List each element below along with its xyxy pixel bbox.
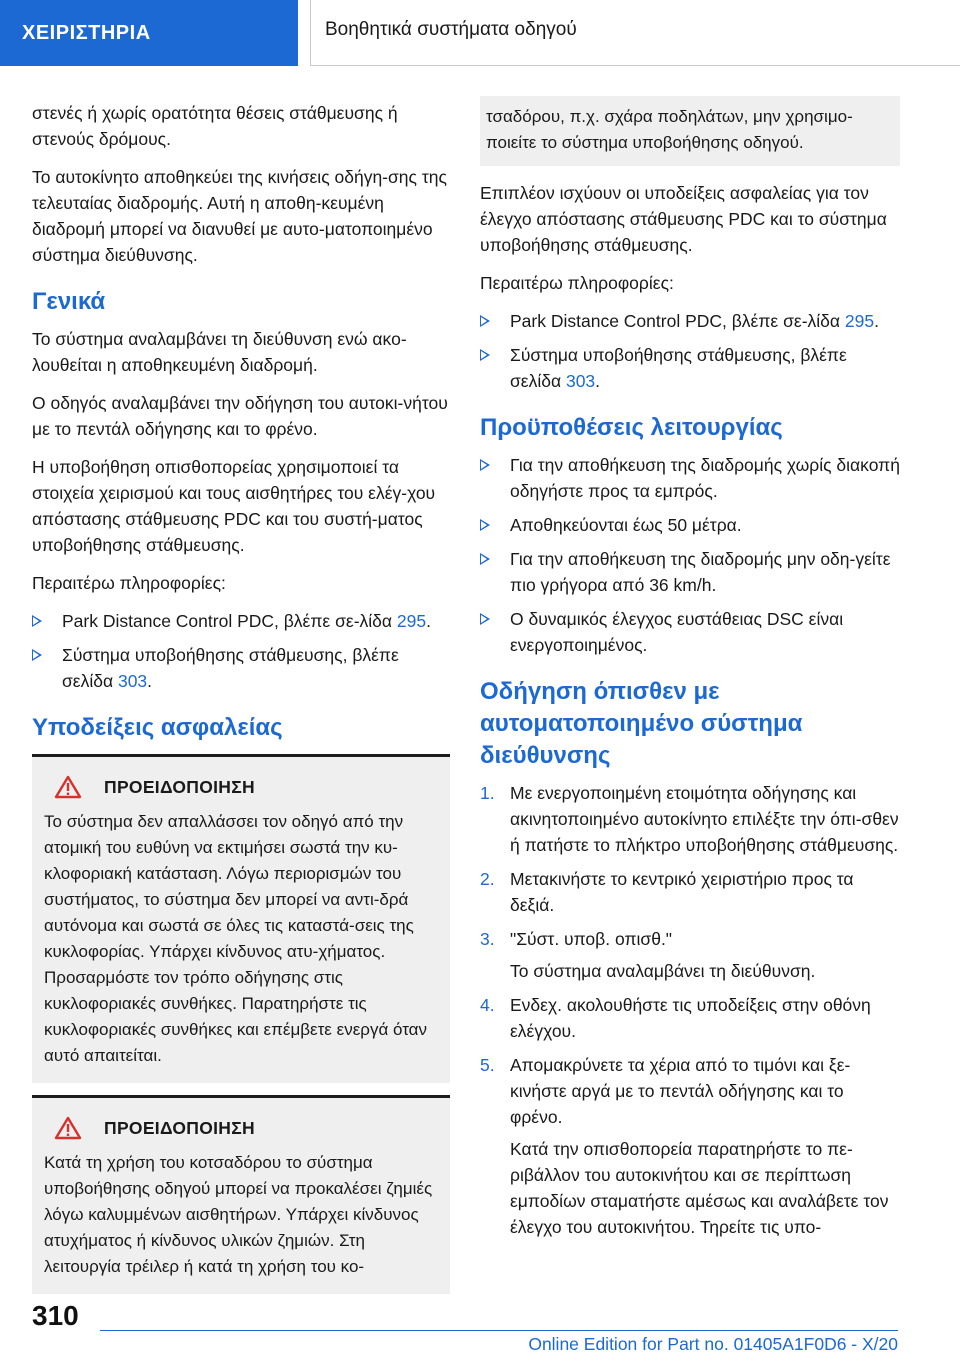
step-text: Απομακρύνετε τα χέρια από το τιμόνι και ξε-κινήστε αργά με το πεντάλ οδήγησης και το φρένο.: [510, 1055, 851, 1127]
list-item: [480, 512, 900, 538]
step-item: [480, 926, 900, 984]
paragraph: Η υποβοήθηση οπισθοπορείας χρησιμοποιεί τα στοιχεία χειρισμού και τους αισθητήρες του ελέγ-χου απόστασης στάθμευσης PDC και του συστή-ματος υποβοήθησης στάθμευσης.: [32, 457, 436, 555]
list-item: Σύστημα υποβοήθησης στάθμευσης, βλέπε σελίδα 303.: [480, 342, 900, 394]
page-link[interactable]: 303: [565, 371, 596, 391]
list-item: Park Distance Control PDC, βλέπε σε-λίδα 295.: [32, 608, 450, 634]
step-number: 1.: [480, 783, 495, 803]
list-item-text: Ο δυναμικός έλεγχος ευστάθειας DSC είναι ενεργοποιημένος.: [510, 609, 844, 655]
step-number: 5.: [480, 1055, 495, 1075]
step-text: Με ενεργοποιημένη ετοιμότητα οδήγησης και ακινητοποιημένο αυτοκίνητο επιλέξτε την όπι-σθεν ή πατήστε το πλήκτρο υποβοήθησης στάθμευσης.: [510, 783, 899, 855]
footer-divider: [100, 1330, 898, 1331]
right-column: [480, 100, 900, 1250]
paragraph: Περαιτέρω πληροφορίες:: [32, 573, 226, 593]
step-text: Μετακινήστε το κεντρικό χειριστήριο προς τα δεξιά.: [510, 869, 854, 915]
page-footer: [0, 1290, 960, 1362]
warning-text: Κατά τη χρήση του κοτσαδόρου το σύστημα υποβοήθησης οδηγού μπορεί να προκαλέσει ζημιές λόγω καλυμμένων αισθητήρων. Υπάρχει κίνδυνος ατυχήματος ή κίνδυνος υλικών ζημιών. Στη λειτουργία τρέιλερ ή κατά τη χρήση του κο-: [44, 1153, 433, 1276]
left-column: [32, 100, 450, 1306]
paragraph: Το σύστημα αναλαμβάνει τη διεύθυνση ενώ ακο-λουθείται η αποθηκευμένη διαδρομή.: [32, 329, 407, 375]
heading-general: Γενικά: [32, 288, 106, 315]
list-item-text: Για την αποθήκευση της διαδρομής μην οδη-γείτε πιο γρήγορα από 36 km/h.: [510, 549, 891, 595]
triangle-bullet-icon: [480, 613, 490, 625]
step-subtext: Το σύστημα αναλαμβάνει τη διεύθυνση.: [510, 961, 816, 981]
reference-list: [480, 308, 900, 394]
prerequisite-list: [480, 452, 900, 658]
step-number: 4.: [480, 995, 495, 1015]
warning-triangle-icon: [54, 1116, 82, 1140]
warning-header: [44, 1116, 438, 1140]
list-item-text: Σύστημα υποβοήθησης στάθμευσης, βλέπε σελίδα: [62, 645, 399, 691]
list-item: [480, 452, 900, 504]
step-item: [480, 866, 900, 918]
warning-header: [44, 775, 438, 799]
heading-reverse-driving: Οδήγηση όπισθεν με αυτοματοποιημένο σύστημα διεύθυνσης: [480, 678, 803, 769]
list-item: Σύστημα υποβοήθησης στάθμευσης, βλέπε σελίδα 303.: [32, 642, 450, 694]
step-number: 2.: [480, 869, 495, 889]
triangle-bullet-icon: [480, 519, 490, 531]
heading-prerequisites: Προϋποθέσεις λειτουργίας: [480, 414, 783, 441]
triangle-bullet-icon: [480, 349, 490, 361]
warning-title: ΠΡΟΕΙΔΟΠΟΙΗΣΗ: [104, 776, 255, 797]
list-item-text: Park Distance Control PDC, βλέπε σε-λίδα: [510, 311, 845, 331]
page-link[interactable]: 295: [396, 611, 427, 631]
list-item: [480, 606, 900, 658]
chapter-title: Βοηθητικά συστήματα οδηγού: [310, 0, 960, 66]
warning-triangle-icon: [54, 775, 82, 799]
step-number: 3.: [480, 929, 495, 949]
list-item-text: Για την αποθήκευση της διαδρομής χωρίς διακοπή οδηγήστε προς τα εμπρός.: [510, 455, 900, 501]
warning-box: [32, 1095, 450, 1294]
triangle-bullet-icon: [32, 649, 42, 661]
reference-list: [32, 608, 450, 694]
triangle-bullet-icon: [480, 459, 490, 471]
list-item-text: Αποθηκεύονται έως 50 μέτρα.: [510, 515, 742, 535]
triangle-bullet-icon: [32, 615, 42, 627]
paragraph: Περαιτέρω πληροφορίες:: [480, 273, 674, 293]
section-title: ΧΕΙΡΙΣΤΗΡΙΑ: [0, 0, 298, 66]
paragraph: Επιπλέον ισχύουν οι υποδείξεις ασφαλείας για τον έλεγχο απόστασης στάθμευσης PDC και το σύστημα υποβοήθησης στάθμευσης.: [480, 183, 887, 255]
step-item: [480, 992, 900, 1044]
paragraph: στενές ή χωρίς ορατότητα θέσεις στάθμευσης ή στενούς δρόμους.: [32, 103, 398, 149]
triangle-bullet-icon: [480, 553, 490, 565]
list-item: Park Distance Control PDC, βλέπε σε-λίδα 295.: [480, 308, 900, 334]
step-item: [480, 780, 900, 858]
heading-safety: Υποδείξεις ασφαλείας: [32, 714, 283, 741]
warning-box: [32, 754, 450, 1083]
page-number: 310: [32, 1300, 79, 1331]
edition-note: Online Edition for Part no. 01405A1F0D6 - X/20: [528, 1334, 898, 1354]
page-link[interactable]: 303: [117, 671, 148, 691]
step-item: [480, 1052, 900, 1240]
list-item: [480, 546, 900, 598]
steps-list: [480, 780, 900, 1240]
step-text: Ενδεχ. ακολουθήστε τις υποδείξεις στην οθόνη ελέγχου.: [510, 995, 871, 1041]
warning-continuation: [480, 96, 900, 166]
list-item-text: Park Distance Control PDC, βλέπε σε-λίδα: [62, 611, 397, 631]
paragraph: Ο οδηγός αναλαμβάνει την οδήγηση του αυτοκι-νήτου με το πεντάλ οδήγησης και το φρένο.: [32, 393, 448, 439]
paragraph: Το αυτοκίνητο αποθηκεύει της κινήσεις οδήγη-σης της τελευταίας διαδρομής. Αυτή η αποθη-κευμένη διαδρομή μπορεί να διανυθεί με αυτο-ματοποιημένο σύστημα διεύθυνσης.: [32, 167, 447, 265]
warning-title: ΠΡΟΕΙΔΟΠΟΙΗΣΗ: [104, 1117, 255, 1138]
page-link[interactable]: 295: [844, 311, 875, 331]
step-text: "Σύστ. υποβ. οπισθ.": [510, 929, 673, 949]
page-header: [0, 0, 960, 66]
triangle-bullet-icon: [480, 315, 490, 327]
warning-text: Το σύστημα δεν απαλλάσσει τον οδηγό από την ατομική του ευθύνη να εκτιμήσει σωστά την κυ-κλοφοριακή κατάσταση. Λόγω περιορισμών του συστήματος, το σύστημα δεν μπορεί να αντι-δρά αυτόνομα και σωστά σε όλες τις καταστά-σεις της κυκλοφορίας. Υπάρχει κίνδυνος ατυ-χήματος. Προσαρμόστε τον τρόπο οδήγησης στις κυκλοφοριακές συνθήκες. Παρατηρήστε τις κυκλοφοριακές συνθήκες και επέμβετε ενεργά όταν αυτό απαιτείται.: [44, 812, 428, 1065]
warning-text: τσαδόρου, π.χ. σχάρα ποδηλάτων, μην χρησιμο-ποιείτε το σύστημα υποβοήθησης οδηγού.: [486, 107, 853, 152]
step-subtext: Κατά την οπισθοπορεία παρατηρήστε το πε-ριβάλλον του αυτοκινήτου και σε περίπτωση εμποδίων σταματήστε αμέσως και αναλάβετε τον έλεγχο του αυτοκινήτου. Τηρείτε τις υπο-: [510, 1139, 889, 1237]
list-item-text: Σύστημα υποβοήθησης στάθμευσης, βλέπε σελίδα: [510, 345, 847, 391]
